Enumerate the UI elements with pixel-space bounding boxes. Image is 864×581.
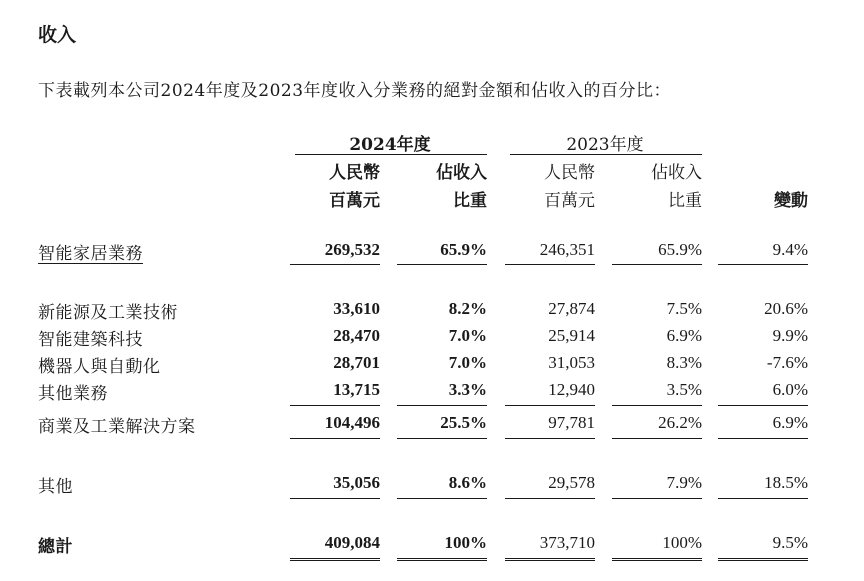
rule-smart-home-chg <box>718 264 808 265</box>
cell-smart-home-chg: 9.4% <box>772 240 808 259</box>
rule-smart-home-v2023 <box>505 264 595 265</box>
cell-other-business-v2023: 12,940 <box>548 380 595 399</box>
cell-others-chg: 18.5% <box>764 473 808 492</box>
cell-smart-home-p2024: 65.9% <box>440 240 487 259</box>
rule-commercial-v2024 <box>290 438 380 439</box>
cell-commercial-p2024: 25.5% <box>440 413 487 432</box>
row-label-commercial-industrial: 商業及工業解決方案 <box>38 417 196 437</box>
cell-other-business-p2023: 3.5% <box>666 380 702 399</box>
row-label-new-energy: 新能源及工業技術 <box>38 303 178 323</box>
cell-others-v2024: 35,056 <box>333 473 380 492</box>
rule-commercial-p2024 <box>397 438 487 439</box>
col-2023-pct-line2: 比重 <box>668 191 702 211</box>
rule-smart-home-v2024 <box>290 264 380 265</box>
rule-total-p2023 <box>612 558 702 561</box>
cell-other-business-v2024: 13,715 <box>333 380 380 399</box>
col-2024-rmb-line2: 百萬元 <box>329 191 380 211</box>
cell-smart-building-v2023: 25,914 <box>548 326 595 345</box>
section-heading: 收入 <box>38 24 77 46</box>
cell-new-energy-chg: 20.6% <box>764 299 808 318</box>
cell-robotics-v2023: 31,053 <box>548 353 595 372</box>
cell-total-v2023: 373,710 <box>539 533 595 552</box>
cell-total-chg: 9.5% <box>772 533 808 552</box>
rule-smart-home-p2023 <box>612 264 702 265</box>
cell-smart-home-v2024: 269,532 <box>324 240 380 259</box>
rule-smart-home-p2024 <box>397 264 487 265</box>
row-label-smart-building: 智能建築科技 <box>38 330 143 350</box>
row-label-robotics: 機器人與自動化 <box>38 357 161 377</box>
rule-others-v2023 <box>505 498 595 499</box>
rule-subtotal-p2023 <box>612 405 702 406</box>
cell-commercial-v2024: 104,496 <box>324 413 380 432</box>
col-2023-rmb-line1: 人民幣 <box>544 163 595 183</box>
year-2024-rule <box>295 154 487 155</box>
rule-commercial-v2023 <box>505 438 595 439</box>
cell-smart-building-chg: 9.9% <box>772 326 808 345</box>
cell-smart-home-v2023: 246,351 <box>539 240 595 259</box>
rule-subtotal-v2024 <box>290 405 380 406</box>
rule-others-chg <box>718 498 808 499</box>
cell-robotics-p2023: 8.3% <box>666 353 702 372</box>
rule-others-p2024 <box>397 498 487 499</box>
cell-commercial-v2023: 97,781 <box>548 413 595 432</box>
year-2023-header: 2023年度 <box>566 135 644 155</box>
rule-subtotal-chg <box>718 405 808 406</box>
rule-subtotal-v2023 <box>505 405 595 406</box>
col-2024-rmb-line1: 人民幣 <box>329 163 380 183</box>
cell-total-p2023: 100% <box>662 533 702 552</box>
rule-total-p2024 <box>397 558 487 561</box>
cell-others-p2024: 8.6% <box>448 473 487 492</box>
cell-new-energy-p2023: 7.5% <box>666 299 702 318</box>
cell-total-v2024: 409,084 <box>324 533 380 552</box>
year-2023-rule <box>510 154 702 155</box>
col-2023-pct-line1: 佔收入 <box>651 163 702 183</box>
cell-others-v2023: 29,578 <box>548 473 595 492</box>
cell-new-energy-v2024: 33,610 <box>333 299 380 318</box>
cell-commercial-chg: 6.9% <box>772 413 808 432</box>
col-2023-rmb-line2: 百萬元 <box>544 191 595 211</box>
cell-robotics-chg: -7.6% <box>766 353 808 372</box>
rule-total-v2024 <box>290 558 380 561</box>
cell-robotics-v2024: 28,701 <box>333 353 380 372</box>
rule-total-chg <box>718 558 808 561</box>
cell-other-business-p2024: 3.3% <box>448 380 487 399</box>
rule-total-v2023 <box>505 558 595 561</box>
row-label-total: 總計 <box>38 537 73 557</box>
intro-text: 下表載列本公司2024年度及2023年度收入分業務的絕對金額和佔收入的百分比： <box>38 81 672 101</box>
rule-others-p2023 <box>612 498 702 499</box>
rule-commercial-chg <box>718 438 808 439</box>
row-label-other-business: 其他業務 <box>38 384 108 404</box>
col-2024-pct-line2: 比重 <box>453 191 487 211</box>
rule-subtotal-p2024 <box>397 405 487 406</box>
row-label-smart-home: 智能家居業務 <box>38 244 143 264</box>
cell-commercial-p2023: 26.2% <box>658 413 702 432</box>
cell-others-p2023: 7.9% <box>666 473 702 492</box>
cell-robotics-p2024: 7.0% <box>448 353 487 372</box>
cell-smart-home-p2023: 65.9% <box>658 240 702 259</box>
row-label-others: 其他 <box>38 477 73 497</box>
col-2024-pct-line1: 佔收入 <box>436 163 487 183</box>
year-2024-header: 2024年度 <box>349 135 431 155</box>
rule-others-v2024 <box>290 498 380 499</box>
rule-commercial-p2023 <box>612 438 702 439</box>
cell-smart-building-p2024: 7.0% <box>448 326 487 345</box>
cell-new-energy-p2024: 8.2% <box>448 299 487 318</box>
col-change: 變動 <box>774 191 808 211</box>
cell-total-p2024: 100% <box>444 533 487 552</box>
cell-smart-building-p2023: 6.9% <box>666 326 702 345</box>
cell-other-business-chg: 6.0% <box>772 380 808 399</box>
cell-smart-building-v2024: 28,470 <box>333 326 380 345</box>
cell-new-energy-v2023: 27,874 <box>548 299 595 318</box>
